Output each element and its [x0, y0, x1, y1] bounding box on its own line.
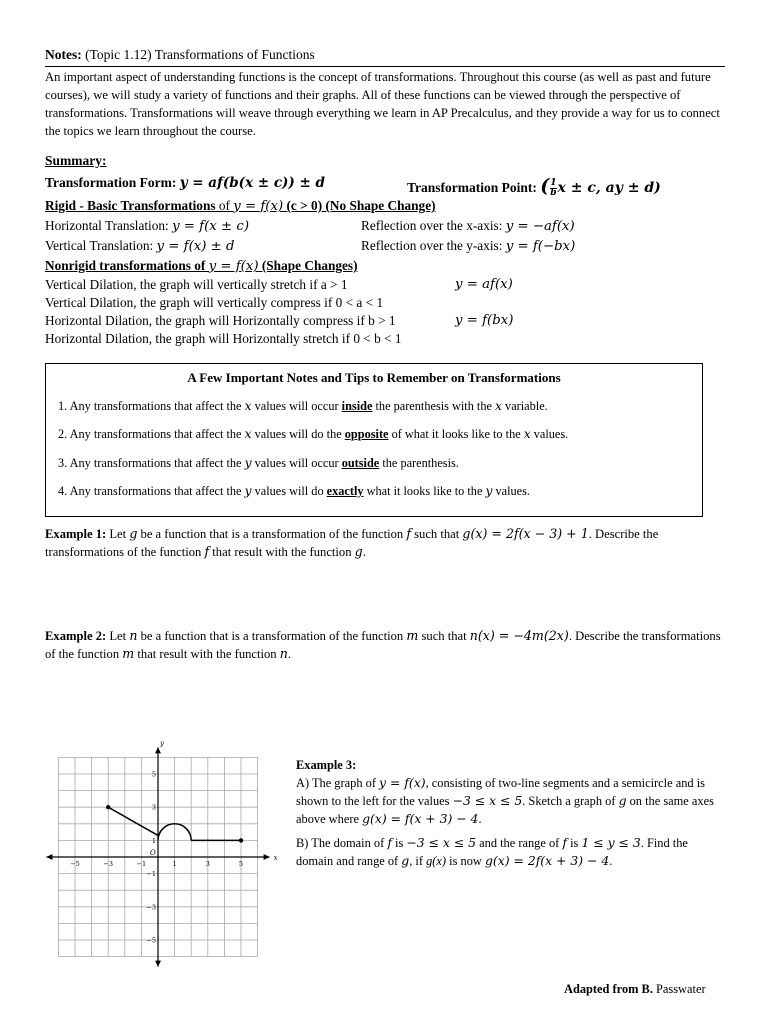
tips-box — [45, 363, 703, 517]
vertical-translation: Vertical Translation: y = f(x) ± d — [45, 238, 235, 254]
footer-credit: Adapted from B. Passwater — [564, 982, 706, 996]
example-3-label: Example 3: — [296, 758, 357, 772]
tip-1: 1. Any transformations that affect the x values will occur inside the parenthesis with the x variable. — [58, 399, 548, 413]
topic-title: (Topic 1.12) Transformations of Functions — [85, 47, 315, 62]
horizontal-dilation-expr: y = f(bx) — [455, 313, 514, 328]
x-tick-label: 3 — [205, 860, 210, 868]
summary-heading: Summary: — [45, 153, 107, 168]
tip-4: 4. Any transformations that affect the y values will do exactly what it looks like to the y values. — [58, 484, 531, 498]
vertical-dilation-stretch: Vertical Dilation, the graph will vertically stretch if a > 1 — [45, 277, 348, 292]
y-tick-label: −5 — [146, 936, 156, 945]
transformation-form: Transformation Form: y = af(b(x ± c)) ± d — [45, 175, 325, 191]
example-3-part-b: B) The domain of f is −3 ≤ x ≤ 5 and the range of f is 1 ≤ y ≤ 3. Find the domain and range of g, if g(x) is now g(x) = 2f(x + 3) − 4. — [296, 835, 688, 868]
x-tick-label: −5 — [70, 860, 80, 868]
horizontal-translation: Horizontal Translation: y = f(x ± c) — [45, 218, 250, 234]
example-1: Example 1: Let g be a function that is a transformation of the function f such that g(x) = 2f(x − 3) + 1. Describe the transformations of the function f that result with the function g. — [45, 526, 659, 559]
x-tick-label: −1 — [136, 860, 147, 868]
reflection-y-axis: Reflection over the y-axis: y = f(−bx) — [361, 238, 576, 254]
x-tick-label: 1 — [172, 860, 177, 868]
curve-segment-1 — [108, 807, 158, 835]
example-3-part-a: A) The graph of y = f(x), consisting of two-line segments and a semicircle and is shown to the left for the values −3 ≤ x ≤ 5. Sketch a graph of g on the same axes above where g(x) = f(x + 3) − 4. — [296, 775, 714, 826]
coordinate-graph — [38, 738, 288, 970]
horizontal-dilation-stretch: Horizontal Dilation, the graph will Horizontally stretch if 0 < b < 1 — [45, 331, 402, 346]
y-axis-arrow-down — [155, 961, 161, 967]
x-tick-label: 5 — [238, 860, 244, 868]
transformation-point-expr: ( $\frac{1}{b}$ x ± c, ay ± d) — [540, 175, 661, 198]
title-divider — [45, 66, 725, 67]
x-axis-label: x — [273, 854, 278, 862]
transformation-point: Transformation Point: ( $\frac{1}{b}$ x ± c, ay ± d) — [407, 175, 661, 198]
rigid-heading: Rigid - Basic Transformations of y = f(x) (c > 0) (No Shape Change) — [45, 198, 436, 214]
transformation-form-expr: y = af(b(x ± c)) ± d — [179, 175, 325, 191]
y-axis-label: y — [160, 739, 164, 748]
x-tick-label: −3 — [103, 860, 113, 868]
y-tick-label: −1 — [146, 870, 156, 879]
tip-3: 3. Any transformations that affect the y values will occur outside the parenthesis. — [58, 456, 459, 470]
tips-title: A Few Important Notes and Tips to Remember on Transformations — [187, 370, 561, 385]
page-title — [45, 47, 725, 63]
nonrigid-heading: Nonrigid transformations of y = f(x) (Shape Changes) — [45, 258, 358, 274]
horizontal-dilation-compress: Horizontal Dilation, the graph will Horizontally compress if b > 1 — [45, 313, 396, 328]
y-tick-label: 3 — [151, 803, 156, 812]
example-3 — [296, 757, 726, 870]
x-axis-arrow-left — [46, 854, 52, 860]
curve-endpoint — [106, 805, 110, 809]
vertical-dilation-expr: y = af(x) — [455, 277, 513, 292]
tip-2: 2. Any transformations that affect the x values will do the opposite of what it looks like to the x values. — [58, 427, 569, 441]
y-tick-label: −3 — [146, 903, 156, 912]
example-2: Example 2: Let n be a function that is a transformation of the function m such that n(x) = −4m(2x). Describe the transformations of the function m that result with the function n. — [45, 628, 721, 661]
vertical-dilation-compress: Vertical Dilation, the graph will vertically compress if 0 < a < 1 — [45, 295, 384, 310]
curve-endpoint — [239, 838, 243, 842]
notes-label: Notes: — [45, 47, 82, 62]
intro-paragraph: An important aspect of understanding functions is the concept of transformations. Throughout this course (as well as past and future courses), we will study a variety of functions and their graphs. All of these functions can be viewed through the perspective of transformations. Transformations will weave through everything we learn in AP Precalculus, and they provide a way for us to connect the topics we learn throughout the course. — [45, 70, 720, 138]
y-tick-label: 1 — [151, 836, 156, 845]
y-tick-label: 5 — [151, 770, 156, 779]
reflection-x-axis: Reflection over the x-axis: y = −af(x) — [361, 218, 575, 234]
origin-label: O — [150, 849, 156, 857]
x-axis-arrow-right — [264, 854, 270, 860]
y-axis-arrow-up — [155, 747, 161, 753]
